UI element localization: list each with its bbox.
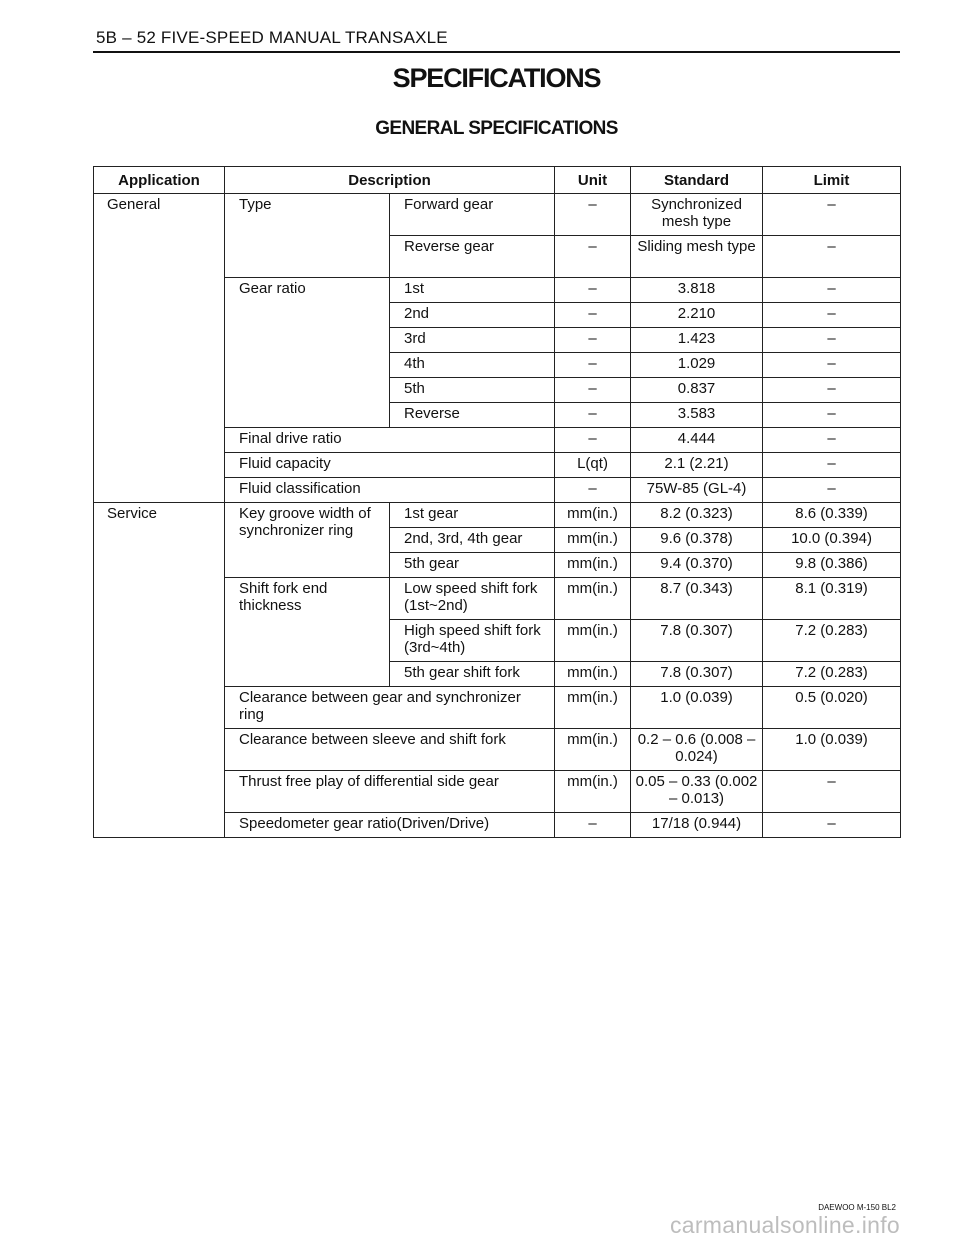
cell-unit: mm(in.) [555, 687, 631, 729]
cell-standard: 9.6 (0.378) [631, 528, 763, 553]
cell-unit: – [555, 378, 631, 403]
cell-limit: 8.1 (0.319) [763, 578, 901, 620]
cell-limit: – [763, 236, 901, 278]
cell-desc: 5th gear [390, 553, 555, 578]
cell-desc: Forward gear [390, 194, 555, 236]
cell-unit: – [555, 194, 631, 236]
header-description: Description [225, 167, 555, 194]
cell-desc: Speedometer gear ratio(Driven/Drive) [225, 813, 555, 838]
cell-standard: 1.0 (0.039) [631, 687, 763, 729]
page-header: 5B – 52 FIVE-SPEED MANUAL TRANSAXLE [96, 28, 448, 47]
cell-standard: 1.423 [631, 328, 763, 353]
cell-standard: 0.05 – 0.33 (0.002 – 0.013) [631, 771, 763, 813]
type-label: Type [225, 194, 390, 278]
cell-limit: 7.2 (0.283) [763, 620, 901, 662]
cell-unit: mm(in.) [555, 771, 631, 813]
cell-limit: – [763, 194, 901, 236]
cell-desc: 2nd, 3rd, 4th gear [390, 528, 555, 553]
cell-limit: – [763, 403, 901, 428]
cell-unit: – [555, 478, 631, 503]
cell-desc: 4th [390, 353, 555, 378]
cell-unit: – [555, 813, 631, 838]
cell-unit: mm(in.) [555, 729, 631, 771]
cell-standard: 2.1 (2.21) [631, 453, 763, 478]
cell-unit: mm(in.) [555, 528, 631, 553]
cell-unit: mm(in.) [555, 662, 631, 687]
cell-unit: – [555, 278, 631, 303]
specifications-table [93, 166, 901, 838]
cell-limit: 10.0 (0.394) [763, 528, 901, 553]
gear-ratio-label: Gear ratio [225, 278, 390, 428]
cell-unit: mm(in.) [555, 578, 631, 620]
cell-desc: Reverse gear [390, 236, 555, 278]
cell-limit: 8.6 (0.339) [763, 503, 901, 528]
cell-desc: Low speed shift fork (1st~2nd) [390, 578, 555, 620]
cell-limit: – [763, 813, 901, 838]
cell-unit: – [555, 353, 631, 378]
cell-unit: – [555, 403, 631, 428]
header-rule [93, 51, 900, 53]
cell-desc: 5th gear shift fork [390, 662, 555, 687]
cell-desc: 3rd [390, 328, 555, 353]
table-row [94, 503, 901, 528]
header-application: Application [94, 167, 225, 194]
cell-desc: 5th [390, 378, 555, 403]
header-unit: Unit [555, 167, 631, 194]
table-row [94, 194, 901, 236]
cell-limit: – [763, 353, 901, 378]
cell-standard: 8.7 (0.343) [631, 578, 763, 620]
cell-standard: 7.8 (0.307) [631, 620, 763, 662]
cell-limit: – [763, 278, 901, 303]
cell-unit: – [555, 236, 631, 278]
cell-limit: – [763, 771, 901, 813]
cell-limit: 0.5 (0.020) [763, 687, 901, 729]
header-limit: Limit [763, 167, 901, 194]
cell-standard: 4.444 [631, 428, 763, 453]
cell-unit: – [555, 303, 631, 328]
footer-document-code: DAEWOO M-150 BL2 [818, 1203, 896, 1212]
cell-standard: Sliding mesh type [631, 236, 763, 278]
cell-limit: – [763, 478, 901, 503]
cell-limit: – [763, 453, 901, 478]
cell-limit: – [763, 303, 901, 328]
watermark: carmanualsonline.info [669, 1212, 900, 1238]
cell-standard: 3.818 [631, 278, 763, 303]
group-service: Service [94, 503, 225, 838]
cell-limit: – [763, 378, 901, 403]
cell-standard: 2.210 [631, 303, 763, 328]
shift-fork-label: Shift fork end thickness [225, 578, 390, 687]
section-title: GENERAL SPECIFICATIONS [375, 118, 618, 139]
cell-standard: 17/18 (0.944) [631, 813, 763, 838]
cell-unit: mm(in.) [555, 553, 631, 578]
cell-limit: 1.0 (0.039) [763, 729, 901, 771]
cell-desc: High speed shift fork (3rd~4th) [390, 620, 555, 662]
cell-desc: Fluid capacity [225, 453, 555, 478]
group-general: General [94, 194, 225, 503]
cell-desc: Clearance between sleeve and shift fork [225, 729, 555, 771]
cell-limit: – [763, 428, 901, 453]
cell-limit: 9.8 (0.386) [763, 553, 901, 578]
table-header-row [94, 167, 901, 194]
cell-unit: mm(in.) [555, 620, 631, 662]
cell-desc: Clearance between gear and synchronizer ring [225, 687, 555, 729]
page-title: SPECIFICATIONS [392, 63, 601, 93]
cell-standard: 8.2 (0.323) [631, 503, 763, 528]
cell-desc: 2nd [390, 303, 555, 328]
cell-standard: 0.837 [631, 378, 763, 403]
cell-unit: mm(in.) [555, 503, 631, 528]
cell-desc: 1st [390, 278, 555, 303]
cell-standard: 7.8 (0.307) [631, 662, 763, 687]
cell-limit: – [763, 328, 901, 353]
cell-standard: 0.2 – 0.6 (0.008 – 0.024) [631, 729, 763, 771]
cell-desc: Fluid classification [225, 478, 555, 503]
cell-limit: 7.2 (0.283) [763, 662, 901, 687]
cell-standard: 75W-85 (GL-4) [631, 478, 763, 503]
cell-standard: 9.4 (0.370) [631, 553, 763, 578]
cell-desc: 1st gear [390, 503, 555, 528]
cell-desc: Reverse [390, 403, 555, 428]
cell-unit: L(qt) [555, 453, 631, 478]
header-standard: Standard [631, 167, 763, 194]
cell-standard: 3.583 [631, 403, 763, 428]
cell-desc: Final drive ratio [225, 428, 555, 453]
key-groove-label: Key groove width of synchronizer ring [225, 503, 390, 578]
cell-standard: Synchronized mesh type [631, 194, 763, 236]
cell-standard: 1.029 [631, 353, 763, 378]
cell-unit: – [555, 328, 631, 353]
cell-unit: – [555, 428, 631, 453]
cell-desc: Thrust free play of differential side gear [225, 771, 555, 813]
